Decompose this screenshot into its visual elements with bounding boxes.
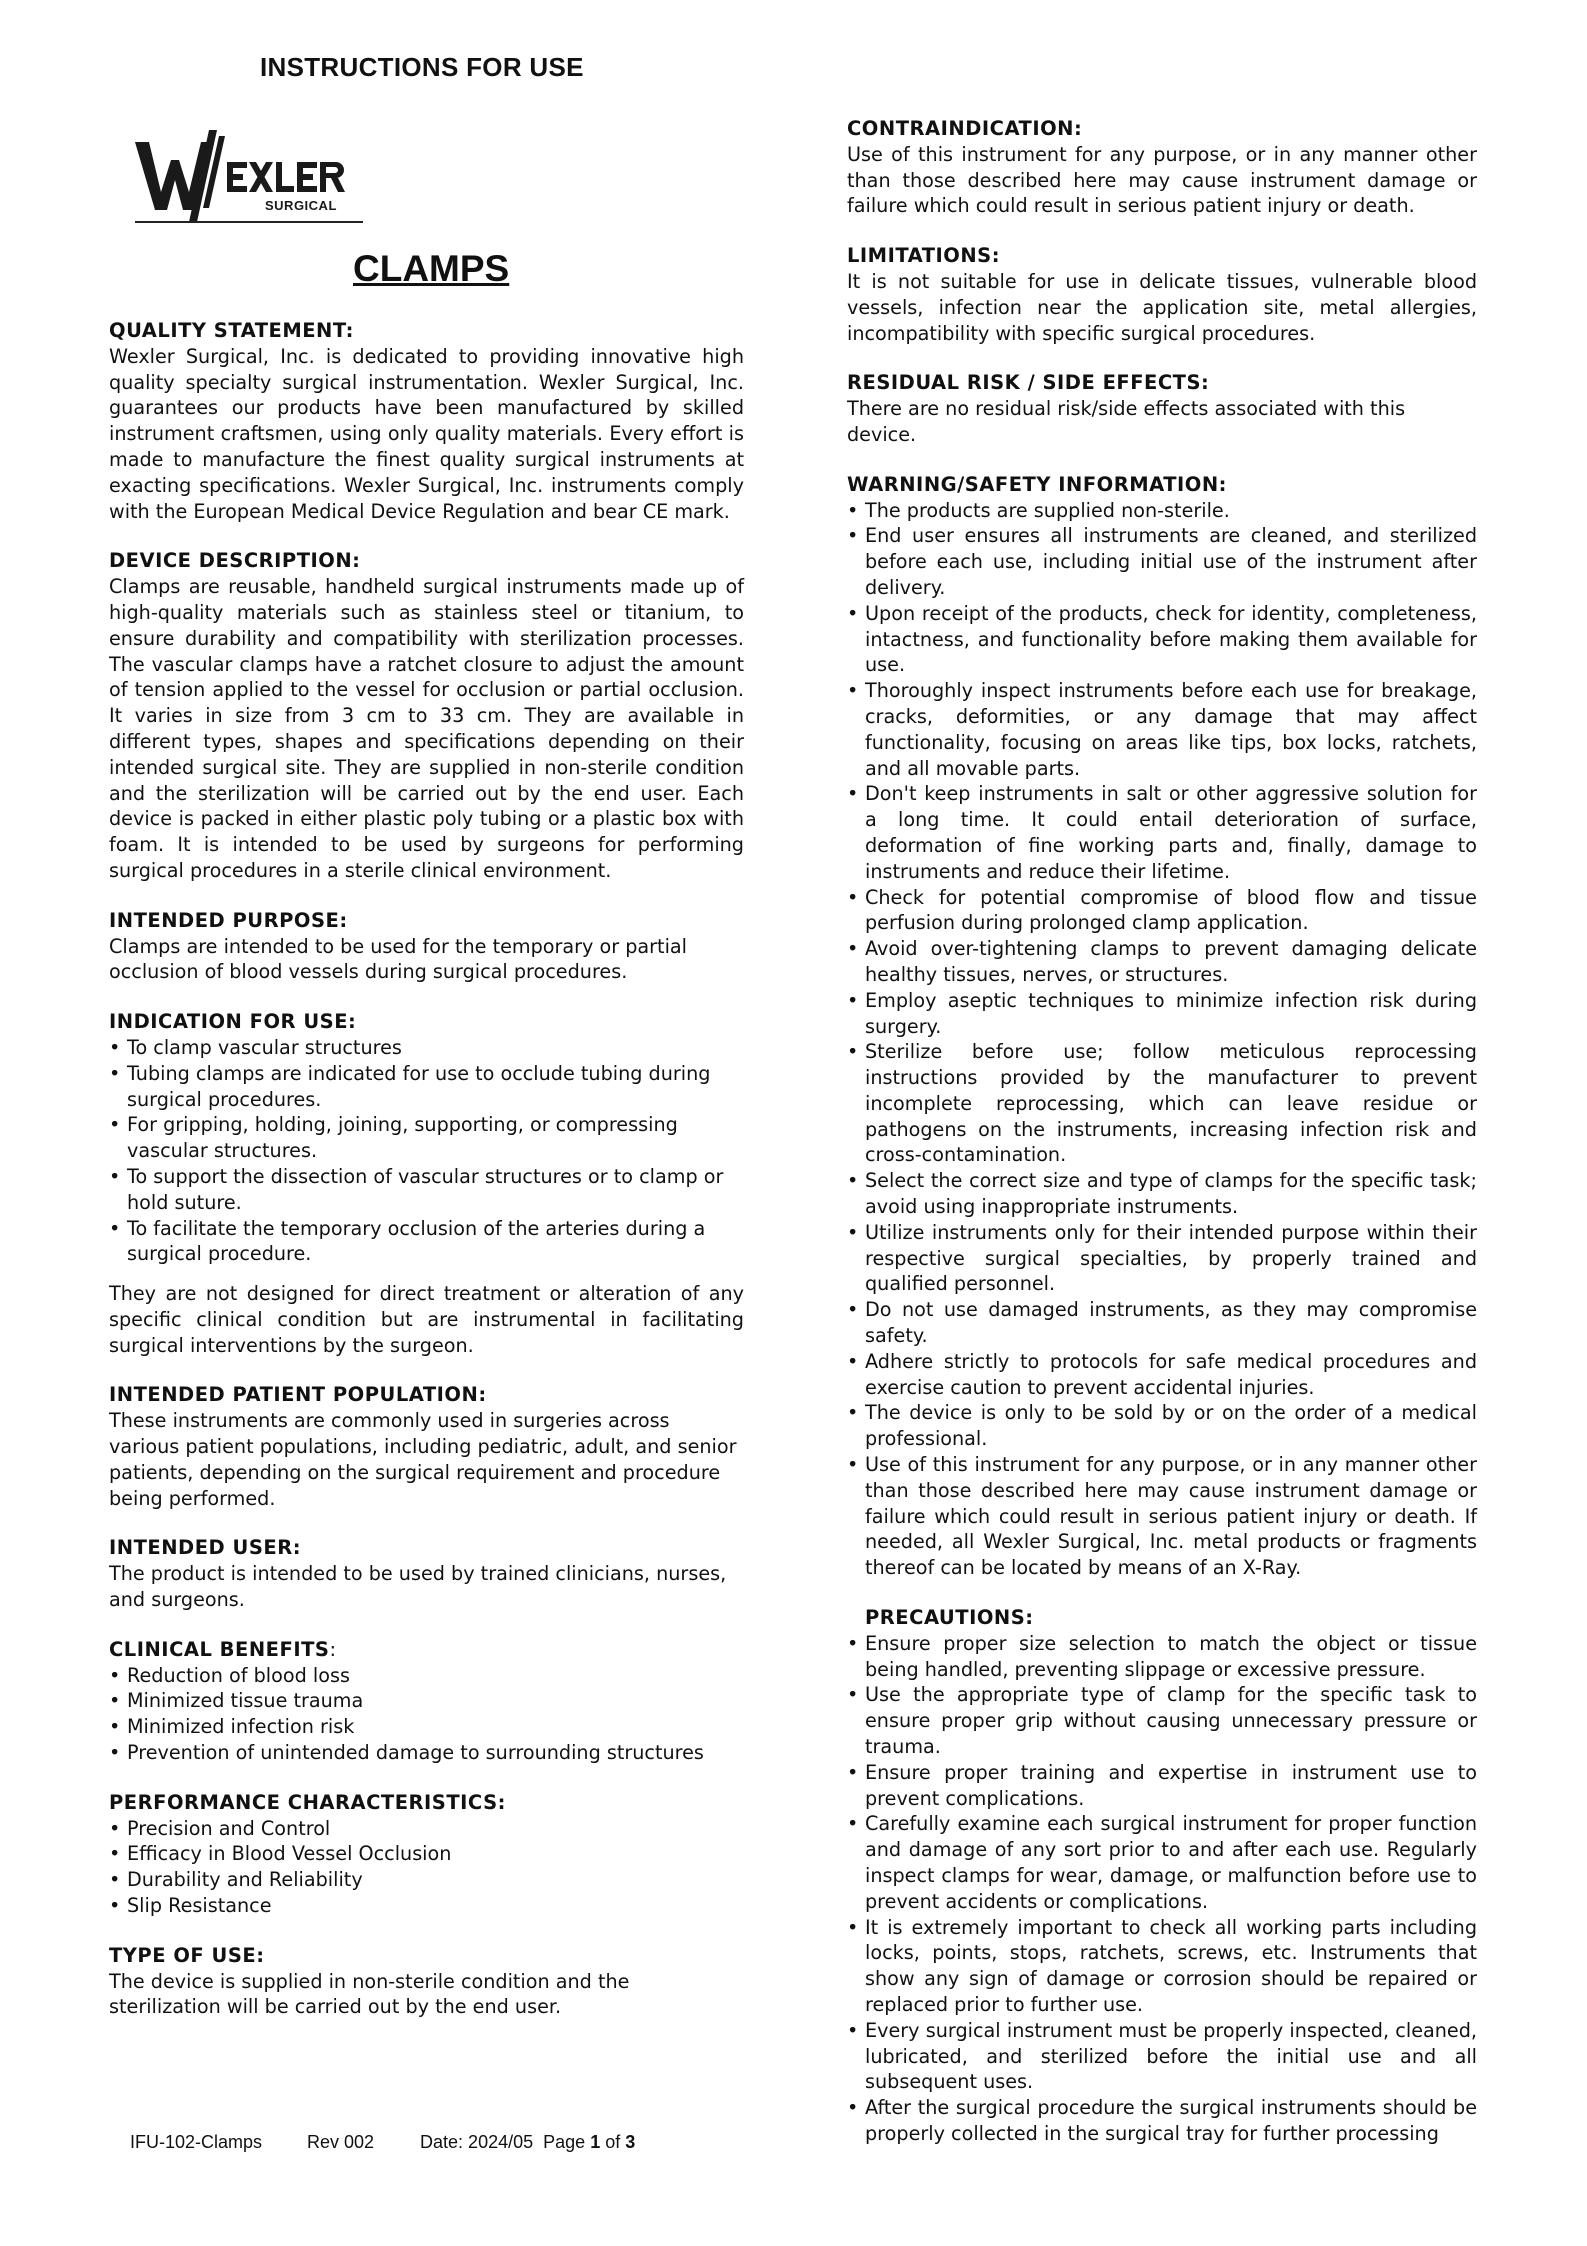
- indication-section: [109, 1009, 744, 1358]
- list-item: • Carefully examine each surgical instrument for proper function and damage of any sort prior to and after each use. Regularly inspect clamps for wear, damage, or malfunction before use to prevent accidents or complications.: [847, 1811, 1477, 1914]
- page-current: 1: [590, 2132, 601, 2152]
- list-item: • Efficacy in Blood Vessel Occlusion: [109, 1841, 744, 1867]
- section-text: The product is intended to be used by trained clinicians, nurses, and surgeons.: [109, 1562, 727, 1612]
- section-text: There are no residual risk/side effects associated with this device.: [847, 397, 1406, 446]
- list-item: • Employ aseptic techniques to minimize infection risk during surgery.: [847, 988, 1477, 1040]
- section-title: INTENDED PURPOSE:: [109, 908, 348, 932]
- list-item: • Minimized infection risk: [109, 1714, 744, 1740]
- device-description-section: [109, 548, 744, 883]
- section-text: The device is supplied in non-sterile condition and the sterilization will be carried out by the end user.: [109, 1969, 630, 2019]
- contraindication-section: [847, 116, 1477, 219]
- wexler-logo: [135, 130, 365, 225]
- section-title: INDICATION FOR USE:: [109, 1010, 357, 1034]
- list-item: • Utilize instruments only for their intended purpose within their respective surgical specialties, by properly trained and qualified personnel.: [847, 1220, 1477, 1297]
- page-total: 3: [625, 2132, 636, 2152]
- list-item: • Slip Resistance: [109, 1893, 744, 1919]
- list-item: • Thoroughly inspect instruments before each use for breakage, cracks, deformities, or any damage that may affect functionality, focusing on areas like tips, box locks, ratchets, and all movable parts.: [847, 678, 1477, 781]
- list-item: • The device is only to be sold by or on the order of a medical professional.: [847, 1400, 1477, 1452]
- limitations-section: [847, 243, 1477, 346]
- document-title: CLAMPS: [353, 248, 510, 289]
- section-title: INTENDED PATIENT POPULATION:: [109, 1383, 487, 1407]
- indication-note: They are not designed for direct treatment or alteration of any specific clinical condition but are instrumental in facilitating surgical interventions by the surgeon.: [109, 1282, 744, 1357]
- intended-purpose-section: [109, 908, 744, 985]
- section-title: LIMITATIONS:: [847, 244, 1001, 268]
- list-item: • Ensure proper training and expertise in instrument use to prevent complications.: [847, 1760, 1477, 1812]
- list-item: • Do not use damaged instruments, as they may compromise safety.: [847, 1297, 1477, 1349]
- list-item: • Ensure proper size selection to match the object or tissue being handled, preventing slippage or excessive pressure.: [847, 1631, 1477, 1683]
- document-header: INSTRUCTIONS FOR USE: [260, 52, 584, 82]
- section-title: INTENDED USER:: [109, 1536, 302, 1560]
- section-title: PERFORMANCE CHARACTERISTICS:: [109, 1790, 506, 1814]
- left-column: [109, 318, 744, 2044]
- section-title: [109, 1637, 744, 1663]
- list-item: • Check for potential compromise of blood flow and tissue perfusion during prolonged clamp application.: [847, 885, 1477, 937]
- issue-date: Date: 2024/05: [420, 2132, 534, 2152]
- list-item: • Use of this instrument for any purpose, or in any manner other than those described here may cause instrument damage or failure which could result in serious patient injury or death. If needed, all Wexler Surgical, Inc. metal products or fragments thereof can be located by means of an X-Ray.: [847, 1452, 1477, 1581]
- list-item: • For gripping, holding, joining, supporting, or compressing vascular structures.: [109, 1112, 744, 1164]
- list-item: • Adhere strictly to protocols for safe medical procedures and exercise caution to prevent accidental injuries.: [847, 1349, 1477, 1401]
- clinical-benefits-section: [109, 1637, 744, 1766]
- list-item: • Avoid over-tightening clamps to prevent damaging delicate healthy tissues, nerves, or structures.: [847, 936, 1477, 988]
- section-title-colon: :: [329, 1637, 337, 1661]
- page-info: [420, 2132, 635, 2153]
- section-text: Clamps are intended to be used for the temporary or partial occlusion of blood vessels during surgical procedures.: [109, 934, 688, 984]
- section-title: PRECAUTIONS:: [865, 1606, 1034, 1630]
- section-title: WARNING/SAFETY INFORMATION:: [847, 472, 1227, 496]
- svg-text:SURGICAL: SURGICAL: [265, 198, 337, 213]
- list-item: • Upon receipt of the products, check for identity, completeness, intactness, and functionality before making them available for use.: [847, 601, 1477, 678]
- list-item: • The products are supplied non-sterile.: [847, 498, 1477, 524]
- page-footer: [130, 2132, 635, 2153]
- section-text: Use of this instrument for any purpose, or in any manner other than those described here may cause instrument damage or failure which could result in serious patient injury or death.: [847, 142, 1477, 218]
- quality-statement-section: [109, 318, 744, 524]
- list-item: • Precision and Control: [109, 1816, 744, 1842]
- precautions-list: [847, 1631, 1477, 2147]
- list-item: • It is extremely important to check all working parts including locks, points, stops, ratchets, screws, etc. Instruments that show any sign of damage or corrosion should be repaired or replaced prior to further use.: [847, 1915, 1477, 2018]
- type-of-use-section: [109, 1943, 744, 2020]
- section-title: DEVICE DESCRIPTION:: [109, 549, 361, 573]
- benefits-list: [109, 1663, 744, 1766]
- section-title-text: CLINICAL BENEFITS: [109, 1637, 330, 1661]
- performance-list: [109, 1816, 744, 1919]
- list-item: • To clamp vascular structures: [109, 1035, 744, 1061]
- section-text: It is not suitable for use in delicate tissues, vulnerable blood vessels, infection near the application site, metal allergies, incompatibility with specific surgical procedures.: [847, 269, 1477, 345]
- warning-section: [847, 472, 1477, 1581]
- right-column: [847, 116, 1477, 2171]
- page-of: of: [605, 2132, 621, 2152]
- list-item: • Prevention of unintended damage to surrounding structures: [109, 1740, 744, 1766]
- intended-user-section: [109, 1535, 744, 1612]
- list-item: • Reduction of blood loss: [109, 1663, 744, 1689]
- document-code: IFU-102-Clamps: [130, 2132, 263, 2152]
- list-item: • Don't keep instruments in salt or other aggressive solution for a long time. It could entail deterioration of surface, deformation of fine working parts and, finally, damage to instruments and reduce their lifetime.: [847, 781, 1477, 884]
- list-item: • Minimized tissue trauma: [109, 1688, 744, 1714]
- list-item: • To support the dissection of vascular structures or to clamp or hold suture.: [109, 1164, 744, 1216]
- logo-underline: [135, 221, 363, 223]
- section-title: RESIDUAL RISK / SIDE EFFECTS:: [847, 371, 1210, 395]
- section-title: TYPE OF USE:: [109, 1943, 265, 1967]
- list-item: • Tubing clamps are indicated for use to occlude tubing during surgical procedures.: [109, 1061, 744, 1113]
- section-text: Wexler Surgical, Inc. is dedicated to providing innovative high quality specialty surgical instrumentation. Wexler Surgical, Inc. guarantees our products have been manufactured by skilled instrument craftsmen, using only quality materials. Every effort is made to manufacture the finest quality surgical instruments at exacting specifications. Wexler Surgical, Inc. instruments comply with the European Medical Device Regulation and bear CE mark.: [109, 344, 744, 523]
- precautions-section: [847, 1605, 1477, 2147]
- revision: Rev 002: [307, 2132, 375, 2152]
- list-item: • Use the appropriate type of clamp for the specific task to ensure proper grip without causing unnecessary pressure or trauma.: [847, 1682, 1477, 1759]
- list-item: • Durability and Reliability: [109, 1867, 744, 1893]
- section-title: QUALITY STATEMENT:: [109, 319, 354, 342]
- list-item: • Every surgical instrument must be properly inspected, cleaned, lubricated, and sterilized before the initial use and all subsequent uses.: [847, 2018, 1477, 2095]
- list-item: • Select the correct size and type of clamps for the specific task; avoid using inappropriate instruments.: [847, 1168, 1477, 1220]
- section-text: These instruments are commonly used in surgeries across various patient populations, including pediatric, adult, and senior patients, depending on the surgical requirement and procedure being performed.: [109, 1409, 737, 1510]
- list-item: • End user ensures all instruments are cleaned, and sterilized before each use, including initial use of the instrument after delivery.: [847, 523, 1477, 600]
- warning-list: [847, 498, 1477, 1581]
- page-prefix: Page: [543, 2132, 586, 2152]
- list-item: • To facilitate the temporary occlusion of the arteries during a surgical procedure.: [109, 1216, 744, 1268]
- section-text: Clamps are reusable, handheld surgical instruments made up of high-quality materials such as stainless steel or titanium, to ensure durability and compatibility with sterilization processes. The vascular clamps have a ratchet closure to adjust the amount of tension applied to the vessel for occlusion or partial occlusion. It varies in size from 3 cm to 33 cm. They are available in different types, shapes and specifications depending on their intended surgical site. They are supplied in non-sterile condition and the sterilization will be carried out by the end user. Each device is packed in either plastic poly tubing or a plastic box with foam. It is intended to be used by surgeons for performing surgical procedures in a sterile clinical environment.: [109, 575, 744, 882]
- patient-population-section: [109, 1382, 744, 1511]
- list-item: • After the surgical procedure the surgical instruments should be properly collected in the surgical tray for further processing: [847, 2095, 1477, 2147]
- performance-section: [109, 1790, 744, 1919]
- indication-list: [109, 1035, 744, 1267]
- list-item: • Sterilize before use; follow meticulous reprocessing instructions provided by the manufacturer to prevent incomplete reprocessing, which can leave residue or pathogens on the instruments, increasing infection risk and cross-contamination.: [847, 1039, 1477, 1168]
- section-title: CONTRAINDICATION:: [847, 117, 1083, 140]
- residual-risk-section: [847, 370, 1477, 447]
